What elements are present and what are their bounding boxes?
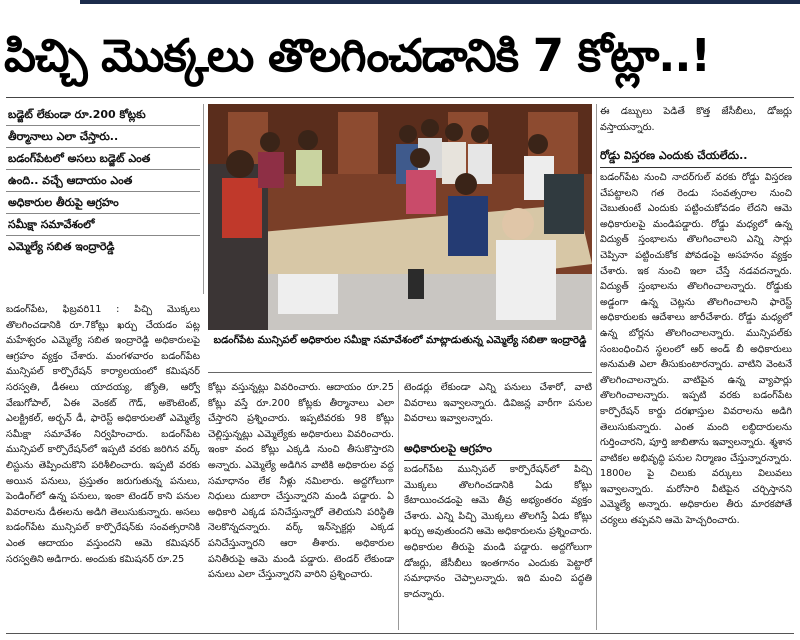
article-deck <box>6 104 200 257</box>
deck-line: బడంగ్‌పేటలో అసలు బడ్జెట్ ఎంత <box>6 148 200 170</box>
body-paragraph: టెండర్లు లేకుండా ఎన్ని పనులు చేశారో, వాటి వివరాలు ఇవ్వాలన్నారు. డివిజన్ల వారీగా పనుల వివరాలు ఇవ్వాలన్నారు. <box>404 382 592 425</box>
article-column-3 <box>404 380 592 427</box>
page-bottom-rule <box>6 633 794 634</box>
section-subheading: అధికారులపై ఆగ్రహం <box>404 441 592 461</box>
body-paragraph: బడంగ్‌పేట, ఫిబ్రవరి11 : పిచ్చి మొక్కలు తొలగించడానికి రూ.7కోట్లు ఖర్చు చేయడం పట్ల మహేశ్వరం ఎమ్మెల్యే సబిత ఇంద్రారెడ్డి అధికారులపై ఆగ్రహం వ్యక్తం చేశారు. మంగళవారం బడంగ్‌పేట మున్సిపల్ కార్పొరేషన్ కార్యాలయంలో కమిషనర్ సరస్వతి, డీఈలు యాదయ్య, జ్యోతి, ఆర్వో వేణుగోపాల్, ఏఈ వెంకట్ గౌడ్, అకౌంటెంట్, ఎలక్ట్రికల్, అర్బన్ డీ, ఫారెస్ట్ అధికారులతో ఎమ్మెల్యే సమీక్షా సమావేశం నిర్వహించారు. బడంగ్‌పేట మున్సిపల్ కార్పొరేషన్‌లో ఇప్పటి వరకు జరిగిన వర్క్ లిస్టును తెప్పించుకొని పరిశీలించారు. ఇప్పటి వరకు అయిన పనులు, ప్రస్తుతం జరుగుతున్న పనులు, పెండింగ్‌లో ఉన్న పనులు, ఇంకా టెండర్ కాని పనుల వివరాలను డీఈలను అడిగి తెలుసుకున్నారు. అసలు బడంగ్‌పేట మున్సిపల్ కార్పొరేషన్‌కు సంవత్సరానికి ఎంత ఆదాయం వస్తుందని ఆమె కమిషనర్ సరస్వతిని అడిగారు. అందుకు కమిషనర్ రూ.25 <box>6 304 200 565</box>
deck-line: ఉంది.. వచ్చే ఆదాయం ఎంత <box>6 170 200 192</box>
deck-line: తీర్మానాలు ఎలా చేస్తారు.. <box>6 126 200 148</box>
body-paragraph: బడంగ్‌పేట మున్సిపల్ కార్పొరేషన్‌లో పిచ్చి మొక్కలు తొలగించడానికి ఏడు కోట్లు కేటాయించడంపై ఆమె తీవ్ర అభ్యంతరం వ్యక్తం చేశారు. ఎన్ని పిచ్చి మొక్కలు తొలగిస్తే ఏడు కోట్లు ఖర్చు అవుతుందని ఆమె అధికారులను ప్రశ్నించారు. అధికారుల తీరుపై మండి పడ్డారు. అద్దగోలుగా డోజర్లు, జేసీబీలు ఇంతగానం ఎందుకు పెట్టారో సమాధానం చెప్పాలన్నారు. ఇది మంచి పద్ధతి కాదన్నారు. <box>404 464 592 600</box>
article-headline: పిచ్చి మొక్కలు తొలగించడానికి 7 కోట్లా..! <box>4 29 711 82</box>
column-divider <box>203 104 204 294</box>
column-divider <box>398 380 399 630</box>
article-column-4-continued <box>600 170 792 529</box>
top-color-bar <box>80 0 800 4</box>
body-paragraph: బడంగ్‌పేట నుంచి నాదర్‌గుల్ వరకు రోడ్డు విస్తరణ చేపట్టాలని గత రెండు సంవత్సరాల నుంచి చెబుతుంటే ఎందుకు పట్టించుకోవడం లేదని ఆమె అధికారులపై మండిపడ్డారు. రోడ్డు మధ్యలో ఉన్న విద్యుత్ స్తంభాలను తొలగించాలని ఎన్ని సార్లు చెప్పినా పట్టించుకోక పోవడంపై అసహనం వ్యక్తం చేశారు. ఇక నుంచి ఇలా చేస్తే నడవదన్నారు. విద్యుత్ స్తంభాలను తొలగించాలన్నారు. రోడ్డుకు అడ్డంగా ఉన్న చెట్లను తొలగించాలని ఫారెస్ట్ అధికారులకు ఆదేశాలు జారీచేశారు. రోడ్డు మధ్యలో ఉన్న బోర్లను తొలగించాలన్నారు. మున్సిపల్‌కు సంబంధించిన స్థలంలో ఆర్ అండ్ బీ అధికారులు అనుమతి ఎలా తీసుకుంటారన్నారు. వాటిని వెంటనే తొలగించాలన్నారు. వాటిపైన ఉన్న వ్యాపార్లు తొలగించాలన్నారు. ఇప్పటి వరకు బడంగ్‌పేట కార్పొరేషన్ కార్డు దరఖాస్తుల వివరాలను అడిగి తెలుసుకున్నారు. ఎంత మంది లబ్ధిదారులను గుర్తించారని, పూర్తి జాబితాను ఇవ్వాలన్నారు. శ్మశాన వాటికల అభివృద్ధి పనుల నిర్మాణం చేస్తున్నారన్నారు. 1800ల పై చిలుకు వర్కులు విలువలు ఇవ్వాలన్నారు. మరోసారి వీటిపైన చర్చిస్తానని ఎమ్మెల్యే అన్నారు. అధికారుల తీరు మారకపోతే చర్యలు తప్పవని ఆమె హెచ్చరించారు. <box>600 172 792 527</box>
deck-line: సమీక్షా సమావేశంలో <box>6 214 200 236</box>
deck-line: అధికారుల తీరుపై ఆగ్రహం <box>6 192 200 214</box>
article-column-2 <box>208 380 394 583</box>
body-paragraph: ఈ డబ్బులు పెడితే కొత్త జేసీబీలు, డోజర్లు వస్తాయన్నారు. <box>600 106 792 133</box>
column-divider <box>596 104 597 630</box>
headline-divider <box>6 97 794 98</box>
body-paragraph: కోట్లు వస్తున్నట్లు వివరించారు. ఆదాయం రూ.25 కోట్లు వస్తే రూ.200 కోట్లకు తీర్మానాలు ఎలా చేస్తారని ప్రశ్నించారు. ఇప్పటివరకు 98 కోట్లు చెల్లిస్తున్నట్లు ఎమ్మెల్యేకు అధికారులు వివరించారు. ఇంకా వంద కోట్లు ఎక్కడి నుంచి తీసుకొస్తారని అన్నారు. ఎమ్మెల్యే అడిగిన వాటికి అధికారుల వద్ద సమాధానం లేక నీళ్లు నమిలారు. అద్దగోలుగా నిధులు దుబారా చేస్తున్నారని మండి పడ్డారు. ఏ అధికారి ఎక్కడ పనిచేస్తున్నారో తెలియని పరిస్థితి నెలకొన్నదన్నారు. వర్క్ ఇన్‌స్పెక్టర్లు ఎక్కడ పనిచేస్తున్నారని ఆరా తీశారు. అధికారుల పనితీరుపై ఆమె మండి పడ్డారు. టెండర్ లేకుండా పనులు ఎలా చేస్తున్నారని వారిని ప్రశ్నించారు. <box>208 382 394 581</box>
article-column-3-continued <box>404 462 592 602</box>
section-subheading: రోడ్డు విస్తరణ ఎందుకు చేయలేదు.. <box>600 148 792 168</box>
photo-caption: బడంగ్‌పేట మున్సిపల్ అధికారుల సమీక్షా సమావేశంలో మాట్లాడుతున్న ఎమ్మెల్యే సబితా ఇంద్రారెడ్డి <box>208 332 592 373</box>
article-column-4 <box>600 104 792 135</box>
deck-line: బడ్జెట్ లేకుండా రూ.200 కోట్లకు <box>6 104 200 126</box>
deck-line: ఎమ్మెల్యే సబిత ఇంద్రారెడ్డి <box>8 240 115 253</box>
article-column-1 <box>6 302 200 567</box>
meeting-photo <box>208 104 592 330</box>
article-photo <box>208 104 592 330</box>
